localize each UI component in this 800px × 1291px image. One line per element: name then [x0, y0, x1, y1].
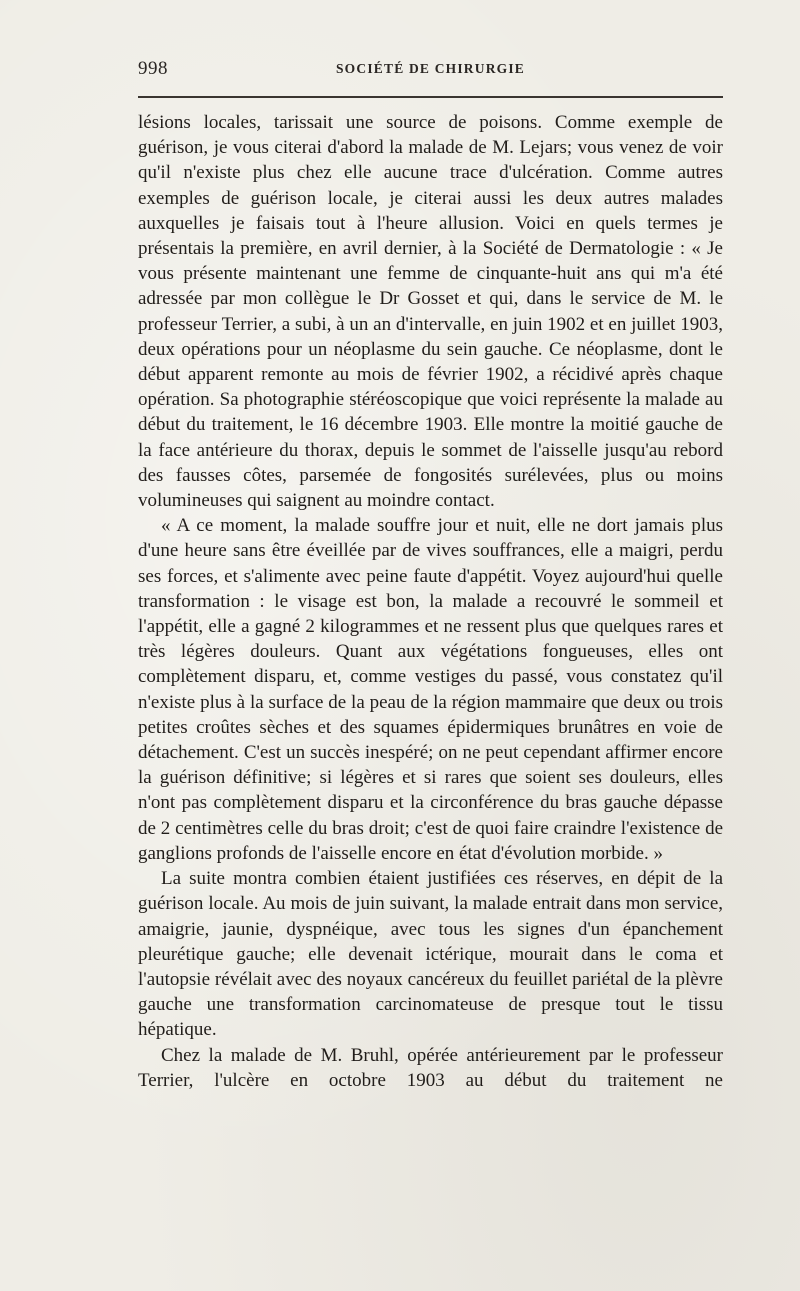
paragraph-3: La suite montra combien étaient justifiées ces réserves, en dépit de la guérison locale. Au mois de juin suivant, la malade entrait dans mon service, amaigrie, jaunie, dyspnéique, avec tous les signes d'un épanchement pleurétique gauche; elle devenait ictérique, mourait dans le coma et l'autopsie révélait avec des noyaux cancéreux du feuillet pariétal de la plèvre gauche une transformation carcinomateuse de presque tout le tissu hépatique.: [138, 868, 723, 1041]
paragraph-2: « A ce moment, la malade souffre jour et nuit, elle ne dort jamais plus d'une heure sans être éveillée par de vives souffrances, elle a maigri, perdu ses forces, et s'alimente avec peine faute d'appétit. Voyez aujourd'hui quelle transformation : le visage est bon, la malade a recouvré le sommeil et l'appétit, elle a gagné 2 kilogrammes et ne ressent plus que quelques rares et très légères douleurs. Quant aux végétations fongueuses, elles ont complètement disparu, et, comme vestiges du passé, vous constatez qu'il n'existe plus à la surface de la peau de la région mammaire que deux ou trois petites croûtes sèches et des squames épidermiques brunâtres en voie de détachement. C'est un succès inespéré; on ne peut cependant affirmer encore la guérison définitive; si légères et si rares que soient ses douleurs, elles n'ont pas complètement disparu et la circonférence du bras gauche dépasse de 2 centimètres celle du bras droit; c'est de quoi faire craindre l'existence de ganglions profonds de l'aisselle encore en état d'évolution morbide. »: [138, 515, 723, 864]
header-rule: [138, 96, 723, 98]
running-head: SOCIÉTÉ DE CHIRURGIE: [335, 61, 526, 76]
body-text: [138, 110, 723, 1093]
page-header: [138, 58, 723, 84]
page-number: 998: [138, 58, 168, 79]
paragraph-4: Chez la malade de M. Bruhl, opérée antérieurement par le professeur Terrier, l'ulcère en octobre 1903 au début du traitement ne: [138, 1044, 723, 1091]
paragraph-1: lésions locales, tarissait une source de poisons. Comme exemple de guérison, je vous citerai d'abord la malade de M. Lejars; vous venez de voir qu'il n'existe plus chez elle aucune trace d'ulcération. Comme autres exemples de guérison locale, je citerai aussi les deux autres malades auxquelles je faisais tout à l'heure allusion. Voici en quels termes je présentais la première, en avril dernier, à la Société de Dermatologie : « Je vous présente maintenant une femme de cinquante-huit ans qui m'a été adressée par mon collègue le Dr Gosset et qui, dans le service de M. le professeur Terrier, a subi, à un an d'intervalle, en juin 1902 et en juillet 1903, deux opérations pour un néoplasme du sein gauche. Ce néoplasme, dont le début apparent remonte au mois de février 1902, a récidivé après chaque opération. Sa photographie stéréoscopique que voici représente la malade au début du traitement, le 16 décembre 1903. Elle montre la moitié gauche de la face antérieure du thorax, depuis le sommet de l'aisselle jusqu'au rebord des fausses côtes, parsemée de fongosités surélevées, plus ou moins volumineuses qui saignent au moindre contact.: [138, 112, 723, 512]
